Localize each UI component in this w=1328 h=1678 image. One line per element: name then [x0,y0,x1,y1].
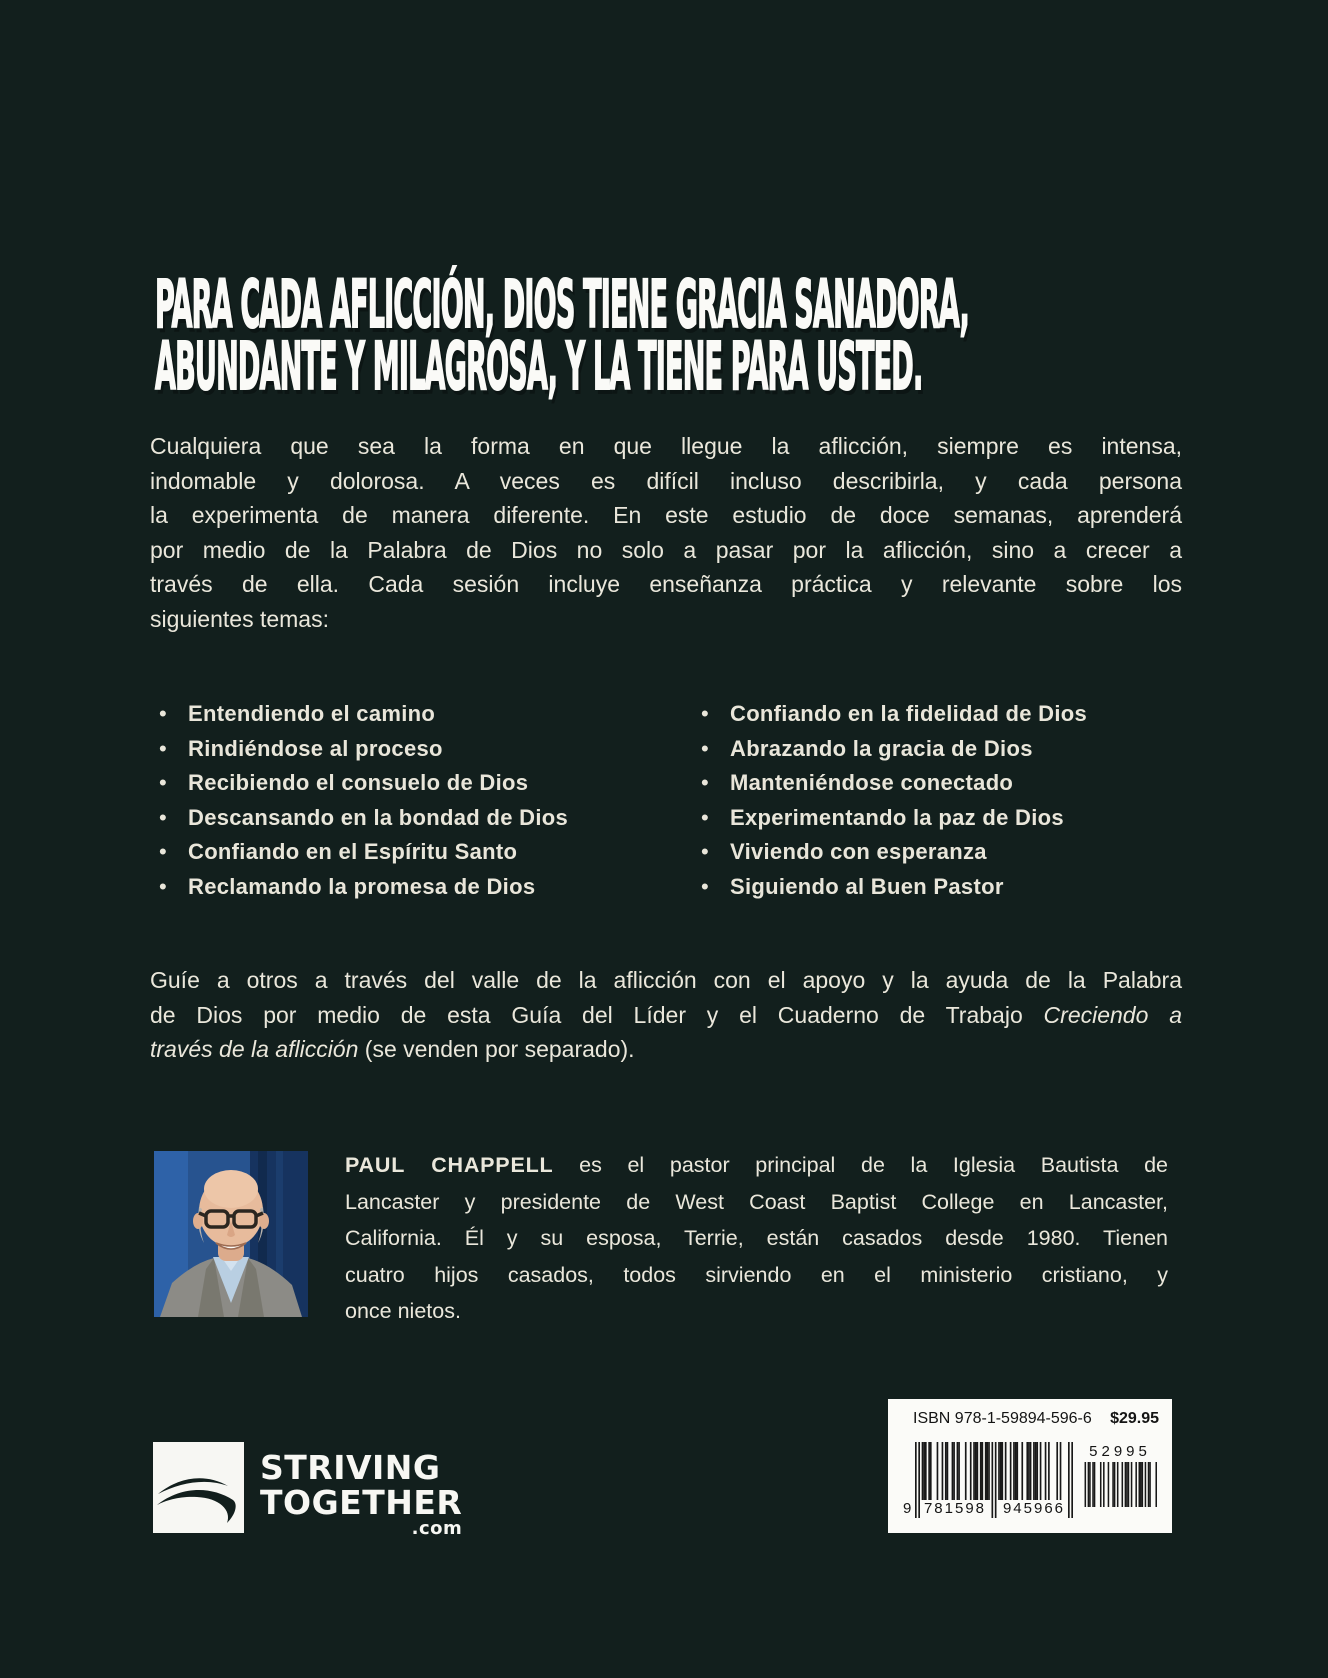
bio-line [345,1147,1168,1184]
workbook-title-italic: través de la aflicción [150,1036,359,1063]
topic-item [150,697,692,732]
topic-item [150,870,692,905]
bullet-icon: • [701,804,710,830]
supplement-bars [1083,1462,1157,1507]
ean-digits-left: 781598 [923,1500,987,1517]
bio-line: California. Él y su esposa, Terrie, están casados desde 1980. Tienen [345,1226,1168,1251]
topic-label: Entendiendo el camino [188,701,436,726]
headline-line-2: ABUNDANTE Y MILAGROSA, Y LA TIENE PARA USTED. [155,328,923,405]
topics-column-2 [692,697,1185,905]
ean-digits-right: 945966 [1002,1500,1066,1517]
isbn-label: ISBN 978-1-59894-596-6 [913,1410,1092,1427]
topic-item [692,766,1185,801]
leader-guide-note [150,963,1182,1067]
bio-text: es el pastor principal de la Iglesia Bautista de [553,1153,1168,1177]
ean-first-digit: 9 [903,1500,912,1517]
intro-line: la experimenta de manera diferente. En este estudio de doce semanas, aprenderá [150,502,1182,529]
topic-item [150,835,692,870]
bio-line: cuatro hijos casados, todos sirviendo en el ministerio cristiano, y [345,1262,1168,1287]
leader-note-line [150,1032,1182,1067]
supplement-digits: 52995 [1089,1443,1151,1460]
topics-column-1 [150,697,692,905]
supplement-barcode [1083,1444,1157,1507]
leader-note-text: (se venden por separado). [358,1036,635,1063]
bullet-icon: • [159,701,168,726]
intro-line: indomable y dolorosa. A veces es difícil incluso describirla, y cada persona [150,467,1182,494]
bullet-icon: • [701,839,710,865]
topic-label: Confiando en la fidelidad de Dios [730,701,1088,726]
leader-note-line: Guíe a otros a través del valle de la aflicción con el apoyo y la ayuda de la Palabra [150,967,1182,993]
topic-label: Abrazando la gracia de Dios [730,735,1033,761]
publisher-logo-mark [153,1442,244,1533]
bio-line: once nietos. [345,1299,461,1324]
bio-line: Lancaster y presidente de West Coast Baptist College en Lancaster, [345,1189,1168,1214]
bullet-icon: • [701,701,710,726]
intro-line: través de ella. Cada sesión incluye enseñanza práctica y relevante sobre los [150,571,1182,598]
barcode-panel [888,1399,1172,1533]
topic-item [150,801,692,836]
publisher-domain: .com [411,1518,463,1539]
intro-line: Cualquiera que sea la forma en que llegue la aflicción, siempre es intensa, [150,433,1182,459]
topic-item [692,697,1185,732]
bullet-icon: • [159,873,168,899]
topic-label: Reclamando la promesa de Dios [188,873,536,899]
topic-label: Siguiendo al Buen Pastor [730,873,1004,899]
intro-paragraph [150,429,1182,637]
headline-line-1: PARA CADA AFLICCIÓN, DIOS TIENE GRACIA SANADORA, [155,266,969,343]
topic-label: Confiando en el Espíritu Santo [188,839,518,865]
bullet-icon: • [701,735,710,761]
bullet-icon: • [159,804,168,830]
publisher-logo [153,1442,462,1537]
topic-label: Rindiéndose al proceso [188,735,443,761]
topic-item [150,732,692,767]
bullet-icon: • [159,770,168,796]
topic-item [692,732,1185,767]
author-bio [345,1147,1168,1330]
author-portrait-illustration [154,1151,308,1317]
topic-item [692,870,1185,905]
topics-lists [150,697,1185,905]
bullet-icon: • [701,873,710,899]
bullet-icon: • [159,839,168,865]
author-photo [154,1151,308,1317]
topic-item [692,835,1185,870]
topic-label: Viviendo con esperanza [730,839,987,865]
bullet-icon: • [159,735,168,761]
intro-line: por medio de la Palabra de Dios no solo a pasar por la aflicción, sino a crecer a [150,536,1182,563]
topic-label: Descansando en la bondad de Dios [188,804,569,830]
topic-label: Experimentando la paz de Dios [730,804,1064,830]
workbook-title-italic: Creciendo a [1043,1001,1182,1028]
leader-note-line [150,998,1182,1033]
leader-note-text: de Dios por medio de esta Guía del Líder y el Cuaderno de Trabajo [150,1001,1044,1028]
bullet-icon: • [701,770,710,796]
headline [155,266,1055,405]
publisher-word-striving: STRIVING [260,1448,441,1487]
isbn-row [888,1399,1172,1428]
price-label: $29.95 [1110,1410,1159,1427]
publisher-wordmark [260,1442,462,1537]
topic-item [692,801,1185,836]
publisher-word-together: TOGETHER [260,1483,463,1522]
topic-item [150,766,692,801]
author-name: PAUL CHAPPELL [345,1153,554,1177]
topic-label: Recibiendo el consuelo de Dios [188,770,529,796]
intro-line: siguientes temas: [150,605,329,632]
topic-label: Manteniéndose conectado [730,770,1014,796]
ean-barcode [903,1442,1073,1518]
swoosh-icon [153,1442,244,1533]
